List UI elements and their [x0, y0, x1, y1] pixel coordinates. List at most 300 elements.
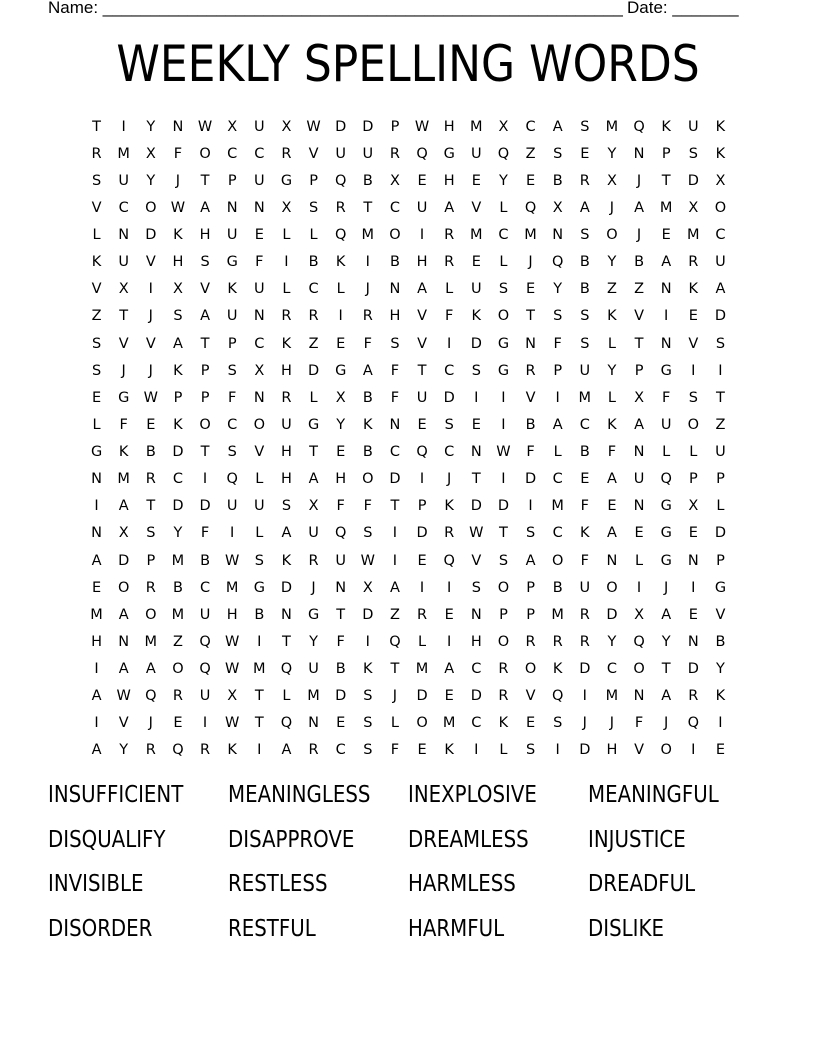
grid-cell[interactable]: J: [609, 715, 615, 732]
grid-cell[interactable]: V: [118, 715, 129, 732]
grid-cell[interactable]: Z: [172, 633, 183, 650]
grid-cell[interactable]: J: [636, 227, 642, 244]
grid-cell[interactable]: M: [687, 227, 700, 244]
grid-cell[interactable]: K: [471, 308, 482, 325]
grid-cell[interactable]: R: [417, 606, 428, 623]
grid-cell[interactable]: N: [389, 416, 401, 433]
grid-cell[interactable]: O: [633, 661, 645, 678]
grid-cell[interactable]: R: [200, 742, 211, 759]
grid-cell[interactable]: L: [282, 227, 291, 244]
grid-cell[interactable]: S: [363, 688, 373, 705]
grid-cell[interactable]: V: [471, 552, 482, 569]
grid-cell[interactable]: M: [605, 688, 619, 705]
grid-cell[interactable]: G: [118, 389, 130, 406]
grid-cell[interactable]: B: [579, 254, 590, 271]
grid-cell[interactable]: I: [419, 471, 425, 488]
grid-cell[interactable]: G: [660, 552, 672, 569]
grid-cell[interactable]: Z: [389, 606, 400, 623]
grid-cell[interactable]: V: [118, 335, 129, 352]
grid-cell[interactable]: I: [691, 742, 696, 759]
grid-cell[interactable]: D: [172, 444, 184, 461]
grid-cell[interactable]: E: [146, 416, 156, 433]
grid-cell[interactable]: I: [419, 579, 425, 596]
grid-cell[interactable]: E: [173, 715, 183, 732]
grid-cell[interactable]: K: [227, 281, 237, 298]
grid-cell[interactable]: M: [253, 661, 266, 678]
grid-cell[interactable]: V: [91, 281, 102, 298]
grid-cell[interactable]: C: [471, 661, 482, 678]
grid-cell[interactable]: B: [715, 633, 726, 650]
grid-cell[interactable]: T: [661, 172, 671, 189]
grid-cell[interactable]: F: [662, 389, 671, 406]
grid-cell[interactable]: G: [253, 579, 265, 596]
grid-cell[interactable]: Z: [715, 416, 726, 433]
grid-cell[interactable]: R: [281, 145, 292, 162]
grid-cell[interactable]: R: [362, 308, 373, 325]
grid-cell[interactable]: Y: [607, 254, 617, 271]
grid-cell[interactable]: D: [416, 688, 428, 705]
grid-cell[interactable]: B: [362, 444, 373, 461]
grid-cell[interactable]: D: [335, 688, 347, 705]
grid-cell[interactable]: U: [335, 145, 346, 162]
grid-cell[interactable]: A: [118, 606, 129, 623]
grid-cell[interactable]: S: [363, 715, 373, 732]
grid-cell[interactable]: U: [254, 172, 265, 189]
grid-cell[interactable]: E: [336, 715, 346, 732]
grid-cell[interactable]: Y: [607, 362, 617, 379]
grid-cell[interactable]: S: [553, 145, 563, 162]
grid-cell[interactable]: O: [117, 579, 130, 596]
grid-cell[interactable]: A: [118, 661, 129, 678]
grid-cell[interactable]: Y: [499, 172, 508, 189]
grid-cell[interactable]: G: [660, 362, 672, 379]
grid-cell[interactable]: I: [257, 633, 262, 650]
grid-cell[interactable]: G: [660, 498, 672, 515]
grid-cell[interactable]: G: [307, 416, 320, 433]
grid-cell[interactable]: B: [525, 416, 536, 433]
grid-cell[interactable]: I: [501, 416, 506, 433]
grid-cell[interactable]: F: [445, 308, 454, 325]
grid-cell[interactable]: W: [496, 444, 511, 461]
grid-cell[interactable]: D: [687, 661, 699, 678]
grid-cell[interactable]: X: [552, 199, 563, 216]
grid-cell[interactable]: X: [688, 498, 699, 515]
grid-cell[interactable]: O: [145, 606, 157, 623]
grid-cell[interactable]: L: [309, 389, 318, 406]
grid-cell[interactable]: Q: [145, 688, 157, 705]
grid-cell[interactable]: Y: [173, 525, 183, 542]
grid-cell[interactable]: H: [280, 471, 292, 488]
grid-cell[interactable]: C: [227, 145, 238, 162]
grid-cell[interactable]: W: [170, 199, 186, 216]
grid-cell[interactable]: T: [254, 715, 264, 732]
grid-cell[interactable]: F: [200, 525, 210, 542]
grid-cell[interactable]: M: [225, 579, 239, 596]
grid-cell[interactable]: I: [284, 254, 289, 271]
grid-cell[interactable]: H: [389, 308, 401, 325]
grid-cell[interactable]: G: [660, 525, 672, 542]
grid-cell[interactable]: S: [91, 335, 102, 352]
grid-cell[interactable]: Q: [551, 254, 564, 271]
grid-cell[interactable]: A: [145, 661, 156, 678]
grid-cell[interactable]: Q: [334, 525, 347, 542]
grid-cell[interactable]: D: [470, 335, 482, 352]
grid-cell[interactable]: B: [389, 254, 400, 271]
grid-cell[interactable]: Q: [497, 145, 510, 162]
grid-cell[interactable]: T: [526, 308, 535, 325]
grid-cell[interactable]: C: [254, 145, 265, 162]
grid-cell[interactable]: K: [715, 145, 726, 162]
grid-cell[interactable]: T: [146, 498, 156, 515]
grid-cell[interactable]: T: [390, 498, 400, 515]
grid-cell[interactable]: N: [633, 688, 645, 705]
grid-cell[interactable]: U: [416, 389, 428, 406]
grid-cell[interactable]: E: [688, 606, 698, 623]
grid-cell[interactable]: A: [606, 471, 617, 488]
grid-cell[interactable]: O: [524, 661, 537, 678]
grid-cell[interactable]: B: [362, 172, 373, 189]
grid-cell[interactable]: B: [634, 254, 645, 271]
grid-cell[interactable]: S: [525, 525, 536, 542]
grid-cell[interactable]: U: [471, 281, 482, 298]
grid-cell[interactable]: I: [528, 498, 533, 515]
grid-cell[interactable]: F: [363, 335, 372, 352]
grid-cell[interactable]: U: [688, 118, 699, 135]
grid-cell[interactable]: A: [362, 362, 373, 379]
grid-cell[interactable]: X: [606, 172, 617, 189]
grid-cell[interactable]: X: [118, 281, 129, 298]
grid-cell[interactable]: B: [254, 606, 265, 623]
grid-cell[interactable]: N: [660, 335, 672, 352]
grid-cell[interactable]: K: [715, 118, 726, 135]
grid-cell[interactable]: L: [499, 199, 508, 216]
grid-cell[interactable]: R: [145, 742, 156, 759]
grid-cell[interactable]: C: [254, 335, 265, 352]
grid-cell[interactable]: M: [605, 118, 619, 135]
grid-cell[interactable]: B: [552, 579, 563, 596]
grid-cell[interactable]: O: [497, 633, 510, 650]
grid-cell[interactable]: R: [498, 688, 509, 705]
grid-cell[interactable]: R: [91, 145, 102, 162]
grid-cell[interactable]: G: [307, 606, 320, 623]
grid-cell[interactable]: P: [526, 606, 535, 623]
grid-cell[interactable]: W: [143, 389, 158, 406]
grid-cell[interactable]: A: [606, 525, 617, 542]
grid-cell[interactable]: Y: [607, 633, 617, 650]
grid-cell[interactable]: Y: [146, 118, 156, 135]
grid-cell[interactable]: G: [497, 335, 510, 352]
grid-cell[interactable]: W: [116, 688, 131, 705]
grid-cell[interactable]: W: [225, 633, 240, 650]
grid-cell[interactable]: L: [553, 444, 562, 461]
grid-cell[interactable]: A: [579, 199, 590, 216]
grid-cell[interactable]: I: [94, 498, 99, 515]
grid-cell[interactable]: N: [552, 227, 564, 244]
grid-cell[interactable]: X: [715, 172, 726, 189]
grid-cell[interactable]: E: [580, 145, 590, 162]
grid-cell[interactable]: O: [416, 715, 428, 732]
grid-cell[interactable]: L: [282, 688, 291, 705]
grid-cell[interactable]: S: [444, 416, 454, 433]
grid-cell[interactable]: R: [308, 552, 319, 569]
grid-cell[interactable]: V: [715, 606, 726, 623]
grid-cell[interactable]: T: [336, 606, 346, 623]
grid-cell[interactable]: S: [227, 444, 237, 461]
grid-cell[interactable]: C: [498, 227, 509, 244]
date-field[interactable]: Date: _______: [627, 0, 739, 17]
grid-cell[interactable]: S: [688, 145, 698, 162]
grid-cell[interactable]: B: [552, 172, 563, 189]
grid-cell[interactable]: J: [311, 579, 316, 596]
grid-cell[interactable]: C: [389, 199, 400, 216]
grid-cell[interactable]: N: [606, 552, 618, 569]
grid-cell[interactable]: Q: [687, 715, 700, 732]
grid-cell[interactable]: N: [335, 579, 347, 596]
grid-cell[interactable]: A: [91, 688, 102, 705]
grid-cell[interactable]: C: [525, 118, 536, 135]
grid-cell[interactable]: R: [308, 742, 319, 759]
grid-cell[interactable]: Q: [551, 688, 564, 705]
grid-cell[interactable]: D: [687, 172, 699, 189]
grid-cell[interactable]: R: [579, 606, 590, 623]
grid-cell[interactable]: R: [335, 199, 346, 216]
grid-cell[interactable]: S: [254, 552, 264, 569]
grid-cell[interactable]: S: [200, 254, 210, 271]
grid-cell[interactable]: S: [363, 525, 373, 542]
grid-cell[interactable]: E: [417, 742, 427, 759]
grid-cell[interactable]: H: [335, 471, 347, 488]
grid-cell[interactable]: K: [661, 118, 671, 135]
grid-cell[interactable]: W: [360, 552, 375, 569]
grid-cell[interactable]: I: [202, 471, 208, 488]
grid-cell[interactable]: Y: [119, 742, 129, 759]
grid-cell[interactable]: I: [392, 552, 398, 569]
grid-cell[interactable]: U: [362, 145, 374, 162]
grid-cell[interactable]: Q: [524, 199, 537, 216]
grid-cell[interactable]: E: [471, 416, 481, 433]
grid-cell[interactable]: J: [609, 199, 615, 216]
grid-cell[interactable]: P: [390, 118, 400, 135]
grid-cell[interactable]: R: [579, 172, 590, 189]
grid-cell[interactable]: E: [688, 308, 698, 325]
grid-cell[interactable]: N: [118, 227, 130, 244]
grid-cell[interactable]: I: [121, 118, 126, 135]
grid-cell[interactable]: M: [171, 606, 185, 623]
grid-cell[interactable]: M: [361, 227, 375, 244]
grid-cell[interactable]: W: [225, 715, 240, 732]
grid-cell[interactable]: E: [634, 525, 644, 542]
grid-cell[interactable]: Z: [91, 308, 102, 325]
grid-cell[interactable]: C: [715, 227, 726, 244]
grid-cell[interactable]: N: [118, 633, 130, 650]
grid-cell[interactable]: V: [525, 389, 536, 406]
grid-cell[interactable]: V: [471, 199, 482, 216]
grid-cell[interactable]: Y: [716, 661, 725, 678]
grid-cell[interactable]: A: [91, 742, 102, 759]
grid-cell[interactable]: L: [255, 471, 264, 488]
grid-cell[interactable]: K: [607, 416, 617, 433]
grid-cell[interactable]: A: [661, 688, 672, 705]
grid-cell[interactable]: U: [308, 661, 319, 678]
grid-cell[interactable]: R: [145, 579, 156, 596]
grid-cell[interactable]: C: [308, 281, 319, 298]
grid-cell[interactable]: O: [253, 416, 266, 433]
grid-cell[interactable]: I: [447, 579, 452, 596]
grid-cell[interactable]: T: [200, 444, 210, 461]
grid-cell[interactable]: V: [634, 742, 645, 759]
grid-cell[interactable]: J: [636, 172, 642, 189]
grid-cell[interactable]: T: [309, 444, 318, 461]
grid-cell[interactable]: U: [335, 552, 346, 569]
grid-cell[interactable]: P: [309, 172, 318, 189]
grid-cell[interactable]: J: [447, 471, 452, 488]
grid-cell[interactable]: D: [172, 498, 184, 515]
grid-cell[interactable]: M: [144, 633, 158, 650]
grid-cell[interactable]: K: [607, 308, 617, 325]
grid-cell[interactable]: E: [444, 688, 454, 705]
grid-cell[interactable]: D: [524, 471, 537, 488]
grid-cell[interactable]: X: [389, 172, 400, 189]
grid-cell[interactable]: S: [580, 227, 590, 244]
grid-cell[interactable]: K: [173, 362, 183, 379]
grid-cell[interactable]: E: [417, 552, 427, 569]
grid-cell[interactable]: L: [282, 281, 291, 298]
grid-cell[interactable]: A: [634, 416, 645, 433]
grid-cell[interactable]: O: [199, 145, 211, 162]
grid-cell[interactable]: R: [525, 633, 536, 650]
grid-cell[interactable]: U: [199, 606, 211, 623]
grid-cell[interactable]: S: [390, 335, 400, 352]
grid-cell[interactable]: Y: [309, 633, 318, 650]
grid-cell[interactable]: Q: [660, 471, 672, 488]
grid-cell[interactable]: O: [714, 199, 727, 216]
grid-cell[interactable]: L: [92, 227, 101, 244]
grid-cell[interactable]: X: [172, 281, 183, 298]
grid-cell[interactable]: L: [662, 444, 671, 461]
grid-cell[interactable]: T: [471, 471, 481, 488]
grid-cell[interactable]: F: [553, 335, 562, 352]
grid-cell[interactable]: P: [661, 145, 671, 162]
grid-cell[interactable]: I: [447, 633, 452, 650]
grid-cell[interactable]: I: [365, 633, 370, 650]
grid-cell[interactable]: E: [444, 606, 454, 623]
grid-cell[interactable]: M: [551, 498, 564, 515]
grid-cell[interactable]: I: [664, 308, 669, 325]
grid-cell[interactable]: H: [91, 633, 103, 650]
grid-cell[interactable]: I: [555, 742, 560, 759]
grid-cell[interactable]: X: [145, 145, 156, 162]
grid-cell[interactable]: S: [363, 742, 373, 759]
grid-cell[interactable]: N: [91, 471, 102, 488]
grid-cell[interactable]: I: [501, 471, 506, 488]
grid-cell[interactable]: L: [445, 281, 454, 298]
grid-cell[interactable]: Q: [226, 471, 238, 488]
grid-cell[interactable]: J: [528, 254, 533, 271]
grid-cell[interactable]: N: [660, 281, 672, 298]
grid-cell[interactable]: K: [173, 416, 183, 433]
grid-cell[interactable]: C: [227, 416, 238, 433]
grid-cell[interactable]: T: [200, 335, 210, 352]
grid-cell[interactable]: S: [91, 362, 102, 379]
grid-cell[interactable]: N: [226, 199, 238, 216]
grid-cell[interactable]: K: [363, 416, 373, 433]
grid-cell[interactable]: S: [553, 308, 563, 325]
grid-cell[interactable]: W: [306, 118, 321, 135]
grid-cell[interactable]: Z: [525, 145, 536, 162]
grid-cell[interactable]: Y: [146, 172, 156, 189]
grid-cell[interactable]: U: [254, 281, 265, 298]
grid-cell[interactable]: D: [579, 742, 591, 759]
grid-cell[interactable]: U: [226, 227, 238, 244]
grid-cell[interactable]: L: [336, 281, 345, 298]
grid-cell[interactable]: V: [200, 281, 211, 298]
grid-cell[interactable]: Y: [607, 145, 617, 162]
grid-cell[interactable]: S: [688, 389, 698, 406]
grid-cell[interactable]: A: [172, 335, 183, 352]
grid-cell[interactable]: U: [226, 308, 238, 325]
grid-cell[interactable]: E: [471, 254, 481, 271]
grid-cell[interactable]: U: [254, 498, 265, 515]
grid-cell[interactable]: S: [498, 281, 509, 298]
grid-cell[interactable]: L: [716, 498, 725, 515]
grid-cell[interactable]: B: [579, 444, 590, 461]
grid-cell[interactable]: W: [225, 661, 240, 678]
grid-cell[interactable]: I: [718, 715, 723, 732]
grid-cell[interactable]: D: [280, 579, 293, 596]
grid-cell[interactable]: T: [634, 335, 644, 352]
grid-cell[interactable]: V: [688, 335, 699, 352]
grid-cell[interactable]: I: [474, 389, 479, 406]
grid-cell[interactable]: E: [525, 281, 536, 298]
grid-cell[interactable]: G: [280, 172, 293, 189]
grid-cell[interactable]: A: [634, 199, 645, 216]
grid-cell[interactable]: J: [664, 579, 669, 596]
grid-cell[interactable]: R: [498, 661, 509, 678]
grid-cell[interactable]: S: [525, 742, 536, 759]
grid-cell[interactable]: M: [470, 227, 483, 244]
grid-cell[interactable]: U: [633, 471, 645, 488]
grid-cell[interactable]: N: [687, 633, 699, 650]
grid-cell[interactable]: G: [497, 362, 510, 379]
grid-cell[interactable]: P: [417, 498, 427, 515]
grid-cell[interactable]: Q: [416, 145, 428, 162]
grid-cell[interactable]: X: [335, 389, 346, 406]
grid-cell[interactable]: U: [118, 172, 129, 189]
grid-cell[interactable]: V: [308, 145, 319, 162]
grid-cell[interactable]: N: [91, 525, 102, 542]
grid-cell[interactable]: F: [390, 742, 400, 759]
grid-cell[interactable]: P: [526, 579, 535, 596]
grid-cell[interactable]: F: [336, 498, 345, 515]
grid-cell[interactable]: I: [202, 715, 208, 732]
grid-cell[interactable]: O: [551, 552, 564, 569]
grid-cell[interactable]: G: [443, 145, 455, 162]
grid-cell[interactable]: K: [91, 254, 102, 271]
grid-cell[interactable]: F: [363, 498, 372, 515]
grid-cell[interactable]: D: [118, 552, 130, 569]
grid-cell[interactable]: K: [173, 227, 183, 244]
grid-cell[interactable]: F: [336, 633, 345, 650]
grid-cell[interactable]: A: [552, 118, 563, 135]
grid-cell[interactable]: D: [362, 118, 374, 135]
grid-cell[interactable]: N: [470, 444, 482, 461]
grid-cell[interactable]: W: [197, 118, 213, 135]
grid-cell[interactable]: J: [175, 172, 181, 189]
grid-cell[interactable]: S: [173, 308, 183, 325]
grid-cell[interactable]: A: [661, 254, 672, 271]
grid-cell[interactable]: Y: [553, 281, 563, 298]
grid-cell[interactable]: Q: [280, 661, 293, 678]
